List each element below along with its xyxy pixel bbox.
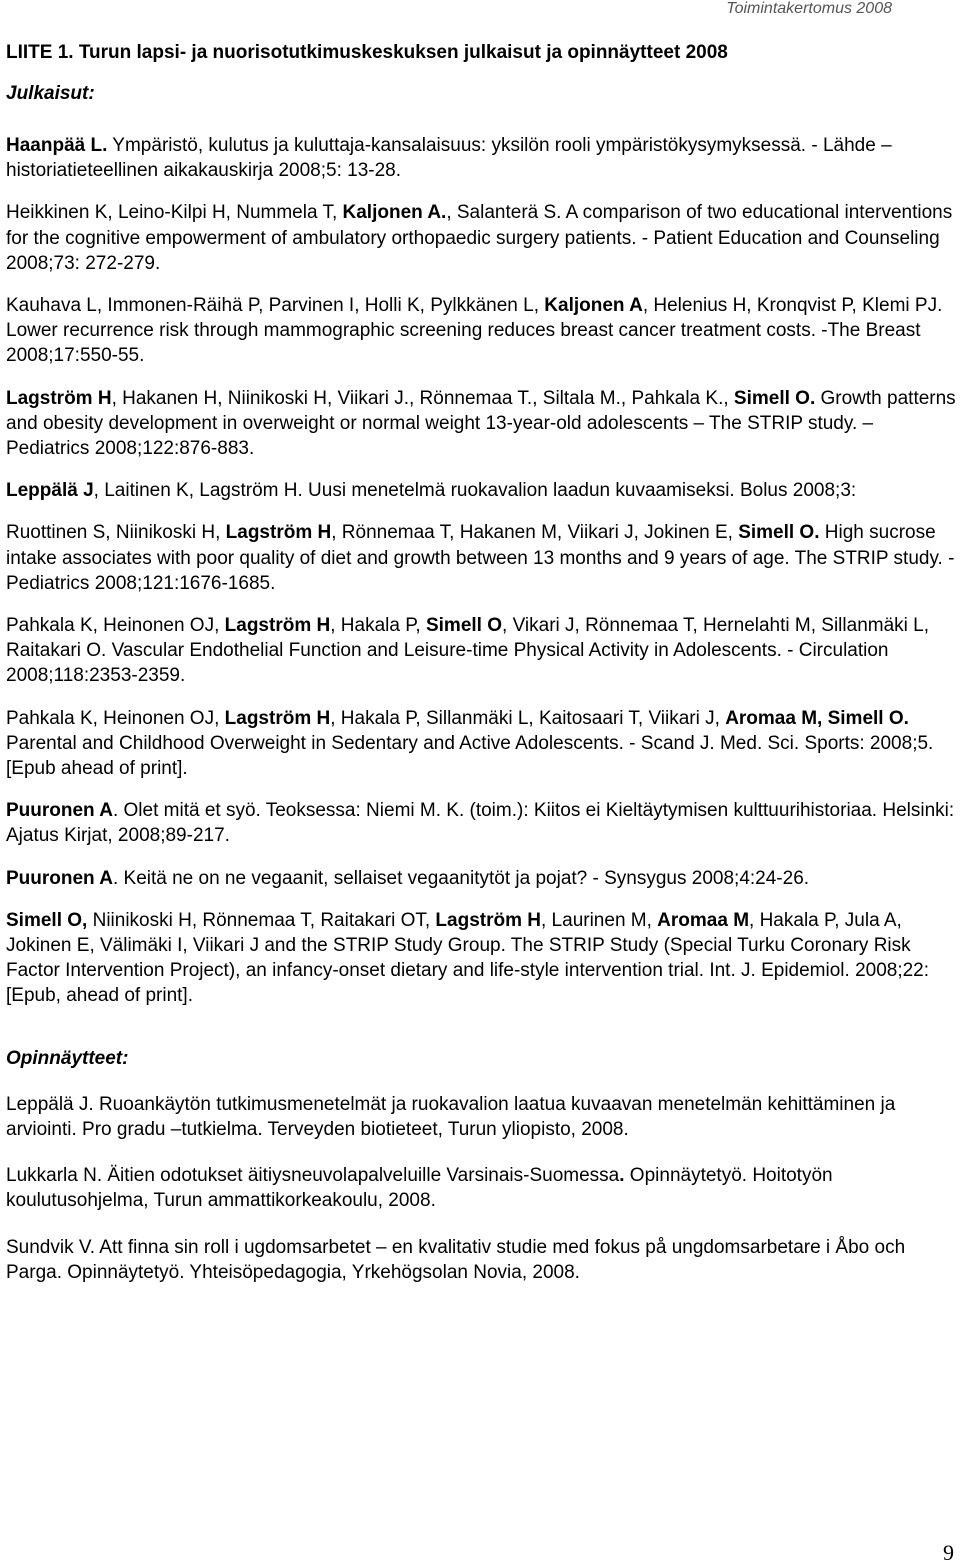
entry-text-segment: Parental and Childhood Overweight in Sedentary and Active Adolescents. - Scand J. Med. Sci. Sports: 2008;5. [Epub ahead of print]. [6,732,934,780]
entry-text-segment: Opinnäytetyö. Hoitotyön koulutusohjelma, Turun ammattikorkeakoulu, 2008. [6,1165,833,1212]
entry-text-segment: , Laitinen K, Lagström H. Uusi menetelmä ruokavalion laadun kuvaamiseksi. Bolus 2008;3: [93,480,857,502]
publication-entry [6,908,956,1009]
publication-entry [6,293,956,369]
entry-text-segment: . Olet mitä et syö. Teoksessa: Niemi M. K. (toim.): Kiitos ei Kieltäytymisen kulttuurihistoriaa. Helsinki: Ajatus Kirjat, 2008;89-217. [6,800,955,847]
publications-list [6,133,956,1009]
entry-bold-segment: Lagström H [224,615,331,637]
entry-text-segment: Sundvik V. Att finna sin roll i ugdomsarbetet – en kvalitativ studie med fokus på ungdomsarbetare i Åbo och Parga. Opinnäytetyö. Yhteisöpedagogia, Yrkehögsolan Novia, 2008. [6,1236,906,1283]
publication-entry [6,520,956,596]
entry-text-segment: , Helenius H, Kronqvist P, Klemi PJ. Lower recurrence risk through mammographic screening reduces breast cancer treatment costs. -The Breast 2008;17:550-55. [6,295,943,367]
entry-bold-segment: . [619,1165,625,1187]
entry-text-segment: , Hakanen H, Niinikoski H, Viikari J., Rönnemaa T., Siltala M., Pahkala K., [111,387,734,409]
entry-text-segment: . Keitä ne on ne vegaanit, sellaiset vegaanitytöt ja pojat? - Synsygus 2008;4:24-26. [112,867,810,889]
entry-text-segment: Ruottinen S, Niinikoski H, [6,522,226,544]
entry-bold-segment: Kaljonen A. [342,202,447,224]
entry-text-segment: , Hakala P, Sillanmäki L, Kaitosaari T, Viikari J, [330,707,726,729]
theses-heading: Opinnäytteet: [6,1047,129,1069]
entry-bold-segment: Leppälä J [6,480,94,502]
entry-bold-segment: Simell O [425,615,503,637]
entry-text-segment: , Vikari J, Rönnemaa T, Hernelahti M, Sillanmäki L, Raitakari O. Vascular Endothelial Function and Leisure-time Physical Activity in Adolescents. - Circulation 2008;118:2353-2359. [6,615,929,687]
page-number: 9 [943,1540,954,1565]
entry-text-segment: Pahkala K, Heinonen OJ, [6,707,225,729]
publications-heading: Julkaisut: [6,83,95,104]
entry-text-segment: Growth patterns and obesity development in overweight or normal weight 13-year-old adolescents – The STRIP study. – Pediatrics 2008;122:876-883. [6,387,956,460]
publication-entry [6,200,956,276]
entry-bold-segment: Kaljonen A [544,295,643,317]
entry-bold-segment: Simell O. [738,522,820,544]
entry-bold-segment: Aromaa M [657,909,750,931]
entry-text-segment: , Rönnemaa T, Hakanen M, Viikari J, Jokinen E, [331,522,739,544]
entry-text-segment: , Hakala P, Jula A, Jokinen E, Välimäki I, Viikari J and the STRIP Study Group. The STRIP Study (Special Turku Coronary Risk Factor Intervention Project), an infancy-onset dietary and life-style intervention trial. Int. J. Epidemiol. 2008;22: [Epub, ahead of print]. [6,909,930,1007]
entry-text-segment: Niinikoski H, Rönnemaa T, Raitakari OT, [87,909,436,931]
entry-text-segment: Heikkinen K, Leino-Kilpi H, Nummela T, [6,202,343,224]
publication-entry [6,706,956,782]
theses-list [6,1092,956,1285]
publication-entry [6,133,956,183]
document-title: LIITE 1. Turun lapsi- ja nuorisotutkimuskeskuksen julkaisut ja opinnäytteet 2008 [6,42,728,63]
thesis-entry [6,1092,956,1142]
entry-text-segment: Leppälä J. Ruoankäytön tutkimusmenetelmät ja ruokavalion laatua kuvaavan menetelmän kehittäminen ja arviointi. Pro gradu –tutkielma. Terveyden biotieteet, Turun yliopisto, 2008. [6,1093,896,1140]
entry-text-segment: High sucrose intake associates with poor quality of diet and growth between 13 months and 9 years of age. The STRIP study. - Pediatrics 2008;121:1676-1685. [6,522,955,594]
entry-bold-segment: Lagström H [224,707,331,729]
entry-bold-segment: Puuronen A [6,867,113,889]
entry-text-segment: Pahkala K, Heinonen OJ, [6,615,225,637]
thesis-entry [6,1163,956,1213]
entry-text-segment: Ympäristö, kulutus ja kuluttaja-kansalaisuus: yksilön rooli ympäristökysymyksessä. - Lähde – historiatieteellinen aikakauskirja 2008;5: 13-28. [6,135,892,182]
entry-text-segment: , Laurinen M, [541,909,658,931]
thesis-entry [6,1235,956,1285]
entry-bold-segment: Aromaa M, Simell O. [725,707,909,729]
entry-text-segment: Lukkarla N. Äitien odotukset äitiysneuvolapalveluille Varsinais-Suomessa [6,1165,620,1187]
entry-bold-segment: Simell O, [6,909,88,931]
document-body [6,38,956,1306]
entry-text-segment: , Hakala P, [330,615,426,637]
publication-entry [6,798,956,848]
entry-text-segment: , Salanterä S. A comparison of two educational interventions for the cognitive empowerment of ambulatory orthopaedic surgery patients. - Patient Education and Counseling 2008;73: 272-279. [6,202,953,274]
report-header-title: Toimintakertomus 2008 [726,0,892,17]
entry-bold-segment: Lagström H [435,909,541,931]
entry-text-segment: Kauhava L, Immonen-Räihä P, Parvinen I, Holli K, Pylkkänen L, [6,295,545,317]
publication-entry [6,478,956,503]
entry-bold-segment: Puuronen A [6,800,113,822]
publication-entry [6,386,956,462]
entry-bold-segment: Lagström H [225,522,332,544]
publication-entry [6,866,956,891]
entry-bold-segment: Lagström H [6,387,112,409]
entry-bold-segment: Simell O. [733,387,816,409]
entry-bold-segment: Haanpää L. [6,135,108,156]
publication-entry [6,613,956,689]
